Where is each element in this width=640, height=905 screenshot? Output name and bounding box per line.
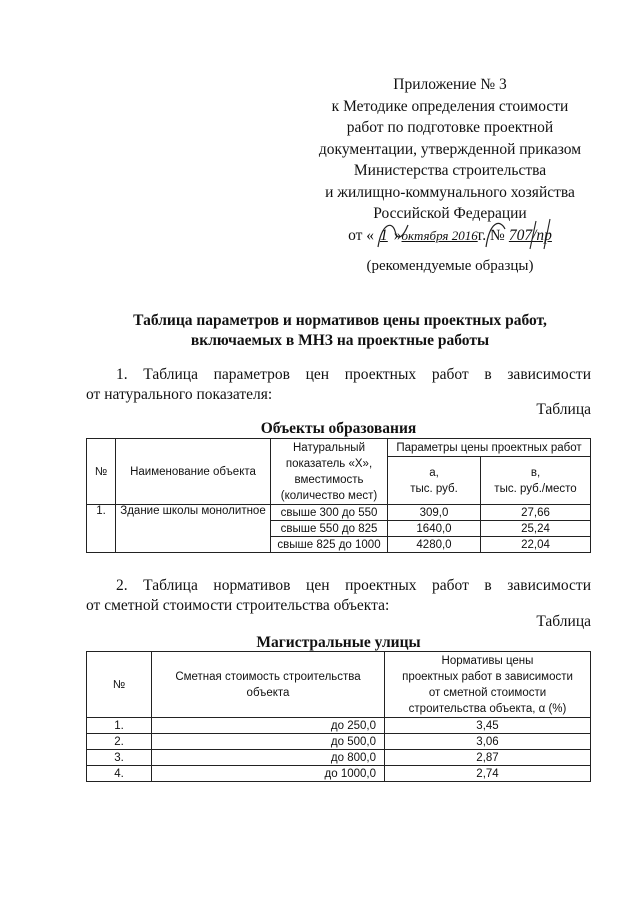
header-text: а, (429, 466, 439, 479)
cell-num: 4. (87, 766, 152, 782)
heading-line: включаемых в МНЗ на проектные работы (190, 332, 490, 349)
cell-b: 27,66 (481, 505, 591, 521)
cell-norm: 3,06 (385, 734, 591, 750)
cell-norm: 3,45 (385, 718, 591, 734)
order-year-suffix: г. № (477, 226, 505, 244)
annex-line: Приложение № 3 (393, 76, 507, 93)
table-title: Магистральные улицы (256, 634, 421, 651)
annex-line: и жилищно-коммунального хозяйства (325, 183, 575, 201)
header-text: (количество мест) (280, 489, 378, 502)
header-text: объекта (246, 686, 290, 699)
annex-line: к Методике определения стоимости (331, 97, 569, 115)
table-title: Объекты образования (260, 420, 417, 437)
main-streets-table (86, 651, 591, 782)
cell-natural: свыше 550 до 825 (271, 521, 388, 537)
header-text: строительства объекта, α (%) (408, 702, 567, 715)
header-num: № (87, 652, 152, 718)
table-row (87, 718, 591, 734)
cell-norm: 2,87 (385, 750, 591, 766)
document-heading (80, 311, 600, 351)
cell-cost: до 500,0 (152, 734, 385, 750)
header-text: вместимость (294, 473, 364, 486)
annex-line: работ по подготовке проектной (346, 119, 554, 136)
header-text: в, (530, 466, 541, 479)
cell-norm: 2,74 (385, 766, 591, 782)
annex-block (300, 74, 600, 246)
row-num: 1. (87, 505, 116, 553)
order-mid: » (393, 226, 402, 244)
paragraph-line: 1. Таблица параметров цен проектных работ в зависимости (116, 366, 591, 383)
header-text: Натуральный (293, 441, 365, 454)
header-a (388, 457, 481, 505)
paragraph-line: от сметной стоимости строительства объекта: (86, 597, 390, 614)
table-label: Таблица (536, 613, 591, 630)
recommended-samples-note: (рекомендуемые образцы) (366, 258, 534, 274)
order-reference (300, 225, 600, 247)
order-number: 707/пр (508, 226, 552, 244)
header-text: от сметной стоимости (428, 686, 547, 699)
cell-cost: до 800,0 (152, 750, 385, 766)
annex-line: Российской Федерации (373, 205, 527, 222)
table-label: Таблица (536, 401, 591, 418)
table-row (87, 505, 591, 521)
paragraph-line: от натурального показателя: (86, 386, 273, 403)
header-text: тыс. руб. (410, 482, 458, 495)
annex-line: Министерства строительства (353, 162, 547, 179)
order-month-year: октября 2016 (401, 227, 478, 243)
header-text: показатель «Х», (285, 457, 373, 470)
cell-natural: свыше 825 до 1000 (271, 537, 388, 553)
paragraph-line: 2. Таблица нормативов цен проектных работ в зависимости (116, 577, 591, 594)
cell-num: 2. (87, 734, 152, 750)
header-text: Сметная стоимость строительства (175, 670, 361, 683)
heading-line: Таблица параметров и нормативов цены проектных работ, (133, 312, 547, 329)
cell-num: 1. (87, 718, 152, 734)
cell-num: 3. (87, 750, 152, 766)
header-num: № (87, 439, 116, 505)
header-price-norms (385, 652, 591, 718)
order-prefix: от « (348, 226, 375, 244)
header-text: тыс. руб./место (494, 482, 577, 495)
table-row (87, 734, 591, 750)
education-objects-table (86, 438, 591, 553)
table-row (87, 766, 591, 782)
header-text: Нормативы цены (441, 654, 534, 667)
header-estimated-cost (152, 652, 385, 718)
cell-b: 25,24 (481, 521, 591, 537)
header-price-params: Параметры цены проектных работ (388, 439, 591, 457)
table-row (87, 750, 591, 766)
header-b (481, 457, 591, 505)
row-object-name: Здание школы монолитное (116, 505, 271, 553)
cell-a: 1640,0 (388, 521, 481, 537)
cell-a: 4280,0 (388, 537, 481, 553)
order-day: 1 (380, 226, 388, 244)
cell-natural: свыше 300 до 550 (271, 505, 388, 521)
header-natural-indicator (271, 439, 388, 505)
cell-b: 22,04 (481, 537, 591, 553)
header-text: проектных работ в зависимости (402, 670, 573, 683)
annex-line: документации, утвержденной приказом (318, 140, 582, 158)
section-1-paragraph (86, 365, 591, 405)
cell-cost: до 1000,0 (152, 766, 385, 782)
header-object-name: Наименование объекта (116, 439, 271, 505)
section-2-paragraph (86, 576, 591, 616)
cell-a: 309,0 (388, 505, 481, 521)
cell-cost: до 250,0 (152, 718, 385, 734)
